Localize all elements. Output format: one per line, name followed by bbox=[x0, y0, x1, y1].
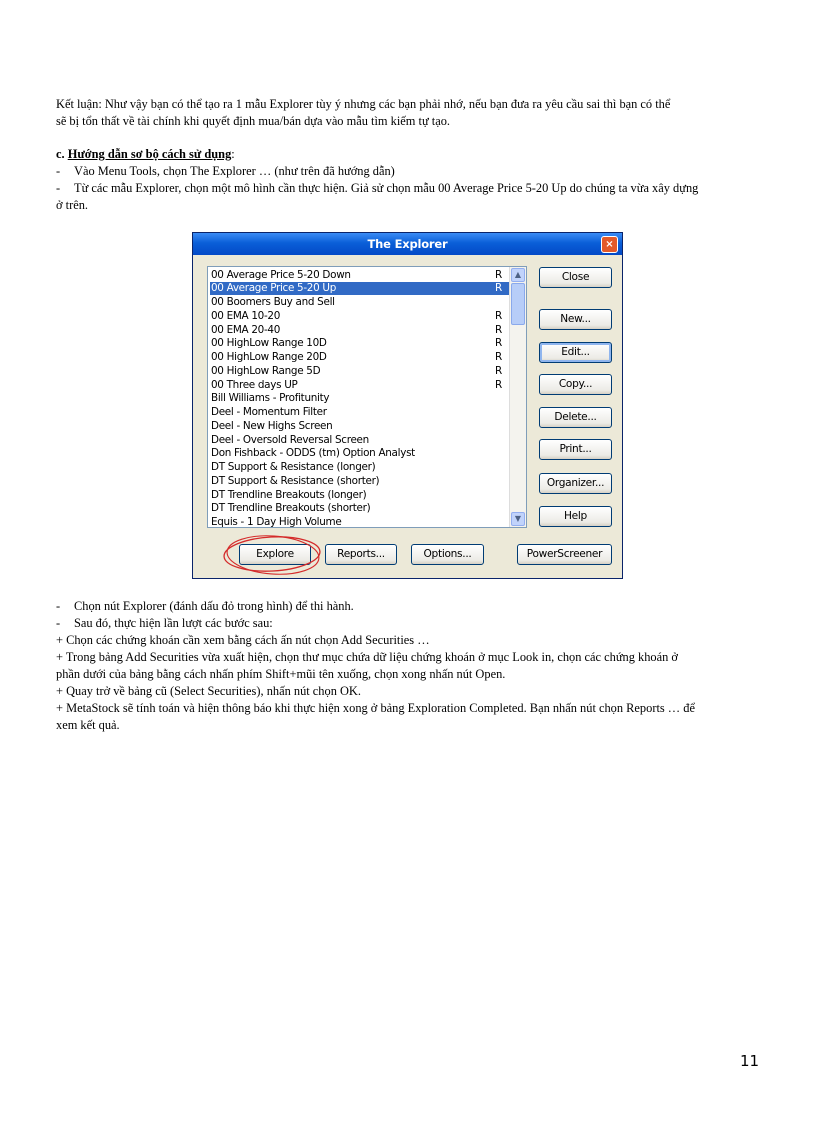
list-item[interactable] bbox=[210, 337, 510, 350]
plus-step-2-line-2: phần dưới của bảng bằng cách nhấn phím Shift+mũi tên xuống, chọn xong nhấn nút Open. bbox=[56, 667, 506, 681]
reports-button[interactable]: Reports... bbox=[325, 544, 397, 565]
conclusion-paragraph bbox=[56, 96, 762, 130]
section-c-bullet-2-cont: ở trên. bbox=[56, 198, 89, 212]
item-name: DT Support & Resistance (shorter) bbox=[211, 475, 380, 487]
item-name: 00 Boomers Buy and Sell bbox=[211, 296, 335, 308]
section-c-prefix: c. bbox=[56, 147, 68, 161]
section-c-heading bbox=[56, 146, 762, 163]
options-button[interactable]: Options... bbox=[411, 544, 484, 565]
explore-button[interactable]: Explore bbox=[239, 544, 311, 565]
dash: - bbox=[56, 181, 61, 195]
help-button[interactable]: Help bbox=[539, 506, 612, 527]
list-item[interactable] bbox=[210, 296, 510, 309]
plus-step-4-line-2: xem kết quả. bbox=[56, 718, 120, 732]
item-flag: R bbox=[495, 337, 502, 349]
item-name: 00 EMA 20-40 bbox=[211, 324, 281, 336]
item-name: 00 HighLow Range 5D bbox=[211, 365, 321, 377]
powerscreener-button[interactable]: PowerScreener bbox=[517, 544, 612, 565]
organizer-button[interactable]: Organizer... bbox=[539, 473, 612, 494]
list-item[interactable] bbox=[210, 379, 510, 392]
item-name: 00 Average Price 5-20 Up bbox=[211, 282, 337, 294]
conclusion-line-1: Kết luận: Như vậy bạn có thể tạo ra 1 mẫu Explorer tùy ý nhưng các bạn phải nhớ, nếu bạn đưa ra yêu cầu sai thì bạn có thể bbox=[56, 97, 671, 111]
dash: - bbox=[56, 599, 61, 613]
section-c-bullet-1 bbox=[56, 163, 762, 180]
list-item[interactable] bbox=[210, 502, 510, 515]
list-scrollbar[interactable] bbox=[509, 267, 526, 527]
edit-button[interactable]: Edit... bbox=[539, 342, 612, 363]
list-item[interactable] bbox=[210, 434, 510, 447]
close-button[interactable]: Close bbox=[539, 267, 612, 288]
item-flag: R bbox=[495, 282, 502, 294]
item-flag: R bbox=[495, 324, 502, 336]
item-name: 00 HighLow Range 20D bbox=[211, 351, 327, 363]
section-c-title: Hướng dẫn sơ bộ cách sử dụng bbox=[67, 147, 232, 161]
item-name: 00 HighLow Range 10D bbox=[211, 337, 327, 349]
print-button[interactable]: Print... bbox=[539, 439, 612, 460]
list-item[interactable] bbox=[210, 489, 510, 502]
section-c-bullet-2 bbox=[56, 180, 762, 197]
plus-step-2-line-1: + Trong bảng Add Securities vừa xuất hiện, chọn thư mục chứa dữ liệu chứng khoán ở mục Look in, chọn các chứng khoán ở bbox=[56, 650, 678, 664]
plus-step-3: + Quay trở về bảng cũ (Select Securities), nhấn nút chọn OK. bbox=[56, 684, 361, 698]
list-item[interactable] bbox=[210, 406, 510, 419]
item-name: Bill Williams - Profitunity bbox=[211, 392, 330, 404]
item-name: DT Support & Resistance (longer) bbox=[211, 461, 376, 473]
page-number: 11 bbox=[740, 1052, 760, 1070]
dash: - bbox=[56, 616, 61, 630]
item-flag: R bbox=[495, 269, 502, 281]
section-c bbox=[56, 146, 762, 214]
item-name: 00 Average Price 5-20 Down bbox=[211, 269, 351, 281]
list-item[interactable] bbox=[210, 516, 510, 528]
step-1 bbox=[56, 598, 762, 615]
delete-button[interactable]: Delete... bbox=[539, 407, 612, 428]
item-name: Deel - New Highs Screen bbox=[211, 420, 333, 432]
item-name: DT Trendline Breakouts (shorter) bbox=[211, 502, 371, 514]
item-flag: R bbox=[495, 379, 502, 391]
plus-step-1: + Chọn các chứng khoán cần xem bằng cách ấn nút chọn Add Securities … bbox=[56, 633, 430, 647]
explorer-dialog bbox=[192, 232, 623, 579]
list-item[interactable] bbox=[210, 310, 510, 323]
list-item[interactable] bbox=[210, 324, 510, 337]
bullet-1-text: Vào Menu Tools, chọn The Explorer … (như trên đã hướng dẫn) bbox=[74, 164, 395, 178]
item-name: Deel - Oversold Reversal Screen bbox=[211, 434, 369, 446]
copy-button[interactable]: Copy... bbox=[539, 374, 612, 395]
scroll-up-icon[interactable]: ▲ bbox=[511, 268, 525, 282]
scroll-down-icon[interactable]: ▼ bbox=[511, 512, 525, 526]
step-2-text: Sau đó, thực hiện lần lượt các bước sau: bbox=[74, 616, 273, 630]
list-item-selected[interactable] bbox=[210, 282, 510, 295]
dialog-titlebar bbox=[193, 233, 622, 255]
list-item[interactable] bbox=[210, 351, 510, 364]
plus-step-4-line-1: + MetaStock sẽ tính toán và hiện thông báo khi thực hiện xong ở bảng Exploration Completed. Bạn nhấn nút chọn Reports … để bbox=[56, 701, 695, 715]
item-flag: R bbox=[495, 365, 502, 377]
item-flag: R bbox=[495, 351, 502, 363]
dialog-title: The Explorer bbox=[367, 237, 448, 251]
section-c-suffix: : bbox=[231, 147, 235, 161]
item-name: 00 Three days UP bbox=[211, 379, 298, 391]
explorer-list[interactable] bbox=[207, 266, 527, 528]
item-name: 00 EMA 10-20 bbox=[211, 310, 281, 322]
list-item[interactable] bbox=[210, 461, 510, 474]
dash: - bbox=[56, 164, 61, 178]
item-name: Equis - 1 Day High Volume bbox=[211, 516, 342, 528]
bullet-2-text: Từ các mẫu Explorer, chọn một mô hình cần thực hiện. Giả sử chọn mẫu 00 Average Price 5-20 Up do chúng ta vừa xây dựng bbox=[74, 181, 699, 195]
item-flag: R bbox=[495, 310, 502, 322]
list-item[interactable] bbox=[210, 420, 510, 433]
item-name: DT Trendline Breakouts (longer) bbox=[211, 489, 367, 501]
item-name: Don Fishback - ODDS (tm) Option Analyst bbox=[211, 447, 415, 459]
list-item[interactable] bbox=[210, 392, 510, 405]
new-button[interactable]: New... bbox=[539, 309, 612, 330]
list-item[interactable] bbox=[210, 269, 510, 282]
conclusion-line-2: sẽ bị tổn thất về tài chính khi quyết định mua/bán dựa vào mẫu tìm kiếm tự tạo. bbox=[56, 114, 451, 128]
item-name: Deel - Momentum Filter bbox=[211, 406, 327, 418]
list-item[interactable] bbox=[210, 365, 510, 378]
close-icon[interactable]: × bbox=[601, 236, 618, 253]
list-item[interactable] bbox=[210, 447, 510, 460]
list-item[interactable] bbox=[210, 475, 510, 488]
scroll-thumb[interactable] bbox=[511, 283, 525, 325]
step-1-text: Chọn nút Explorer (đánh dấu đỏ trong hình) để thi hành. bbox=[74, 599, 354, 613]
step-2 bbox=[56, 615, 762, 632]
instructions bbox=[56, 598, 762, 734]
